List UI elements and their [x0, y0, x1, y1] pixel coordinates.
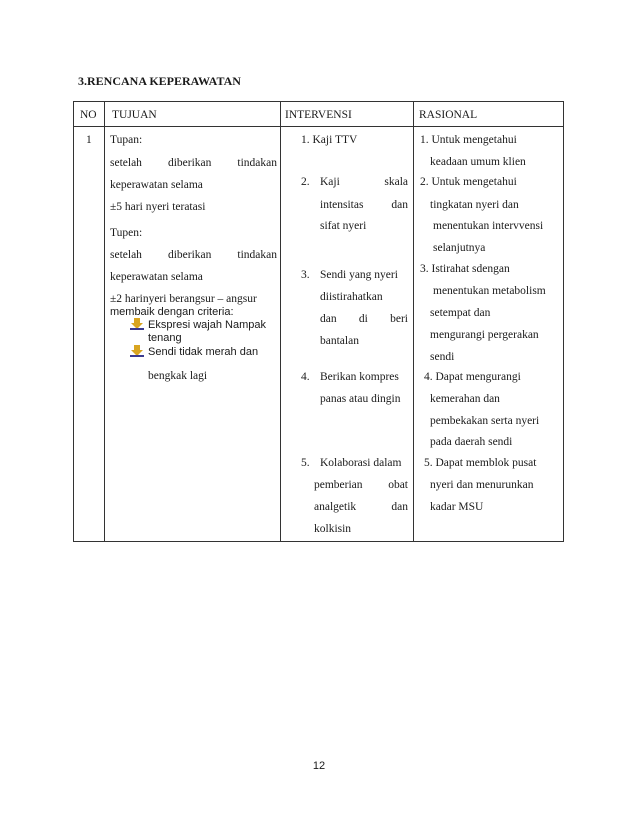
intervensi-5-line-2: pemberian obat	[314, 479, 408, 491]
rasional-1-line-1: 1. Untuk mengetahui	[420, 134, 517, 146]
criteria-line-1: ±2 harinyeri berangsur – angsur	[110, 293, 257, 305]
intervensi-5-line-1: Kolaborasi dalam	[320, 457, 402, 469]
rasional-3-line-3: setempat dan	[430, 307, 491, 319]
intervensi-4-line-1: Berikan kompres	[320, 371, 399, 383]
tupan-label: Tupan:	[110, 134, 143, 146]
rasional-5-line-1: 5. Dapat memblok pusat	[424, 457, 537, 469]
rasional-2-line-1: 2. Untuk mengetahui	[420, 176, 517, 188]
rasional-2-line-2: tingkatan nyeri dan	[430, 199, 519, 211]
rasional-3-line-5: sendi	[430, 351, 455, 363]
rasional-4-line-2: kemerahan dan	[430, 393, 500, 405]
rasional-4-line-3: pembekakan serta nyeri	[430, 415, 540, 427]
intervensi-3-number: 3.	[301, 269, 310, 281]
rasional-4-line-1: 4. Dapat mengurangi	[424, 371, 521, 383]
rasional-4-line-4: pada daerah sendi	[430, 436, 513, 448]
rasional-5-line-2: nyeri dan menurunkan	[430, 479, 534, 491]
rasional-1-line-2: keadaan umum klien	[430, 156, 526, 168]
intervensi-2-line-2: intensitas dan	[320, 199, 408, 211]
intervensi-4-line-2: panas atau dingin	[320, 393, 401, 405]
intervensi-3-line-3: dan di beri	[320, 313, 408, 325]
bullet-2-line-2: bengkak lagi	[148, 370, 208, 382]
tupan-line-3: ±5 hari nyeri teratasi	[110, 201, 206, 213]
row-number: 1	[86, 134, 92, 146]
header-intervensi: INTERVENSI	[285, 109, 352, 121]
intervensi-5-line-3: analgetik dan	[314, 501, 408, 513]
rasional-2-line-3: menentukan intervvensi	[433, 220, 544, 232]
intervensi-2-number: 2.	[301, 176, 310, 188]
tupen-line-2: keperawatan selama	[110, 271, 203, 283]
intervensi-3-line-2: diistirahatkan	[320, 291, 383, 303]
bullet-1-line-2: tenang	[148, 332, 182, 344]
intervensi-3-line-4: bantalan	[320, 335, 359, 347]
rasional-3-line-1: 3. Istirahat sdengan	[420, 263, 510, 275]
intervensi-2-line-3: sifat nyeri	[320, 220, 367, 232]
section-title: 3.RENCANA KEPERAWATAN	[78, 74, 241, 88]
rasional-5-line-3: kadar MSU	[430, 501, 484, 513]
header-no: NO	[80, 109, 97, 121]
intervensi-3-line-1: Sendi yang nyeri	[320, 269, 398, 281]
tupen-label: Tupen:	[110, 227, 143, 239]
intervensi-1: 1. Kaji TTV	[301, 134, 358, 146]
header-tujuan: TUJUAN	[112, 109, 157, 121]
bullet-2-line-1: Sendi tidak merah dan	[148, 346, 259, 358]
intervensi-5-number: 5.	[301, 457, 310, 469]
column-divider	[280, 102, 281, 541]
rasional-3-line-2: menentukan metabolism	[433, 285, 546, 297]
column-divider	[413, 102, 414, 541]
care-plan-table	[73, 101, 564, 542]
column-divider	[104, 102, 105, 541]
page-number: 12	[312, 760, 326, 772]
tupan-line-1: setelah diberikan tindakan	[110, 157, 277, 169]
intervensi-2-line-1: Kaji skala	[320, 176, 408, 188]
arrow-bullet-icon	[130, 345, 144, 357]
rasional-3-line-4: mengurangi pergerakan	[430, 329, 539, 341]
intervensi-4-number: 4.	[301, 371, 310, 383]
header-rasional: RASIONAL	[419, 109, 478, 121]
intervensi-5-line-4: kolkisin	[314, 523, 352, 535]
tupan-line-2: keperawatan selama	[110, 179, 203, 191]
criteria-line-2: membaik dengan criteria:	[110, 306, 234, 318]
rasional-2-line-4: selanjutnya	[433, 242, 486, 254]
arrow-bullet-icon	[130, 318, 144, 330]
tupen-line-1: setelah diberikan tindakan	[110, 249, 277, 261]
bullet-1-line-1: Ekspresi wajah Nampak	[148, 319, 266, 331]
header-divider	[74, 126, 563, 127]
